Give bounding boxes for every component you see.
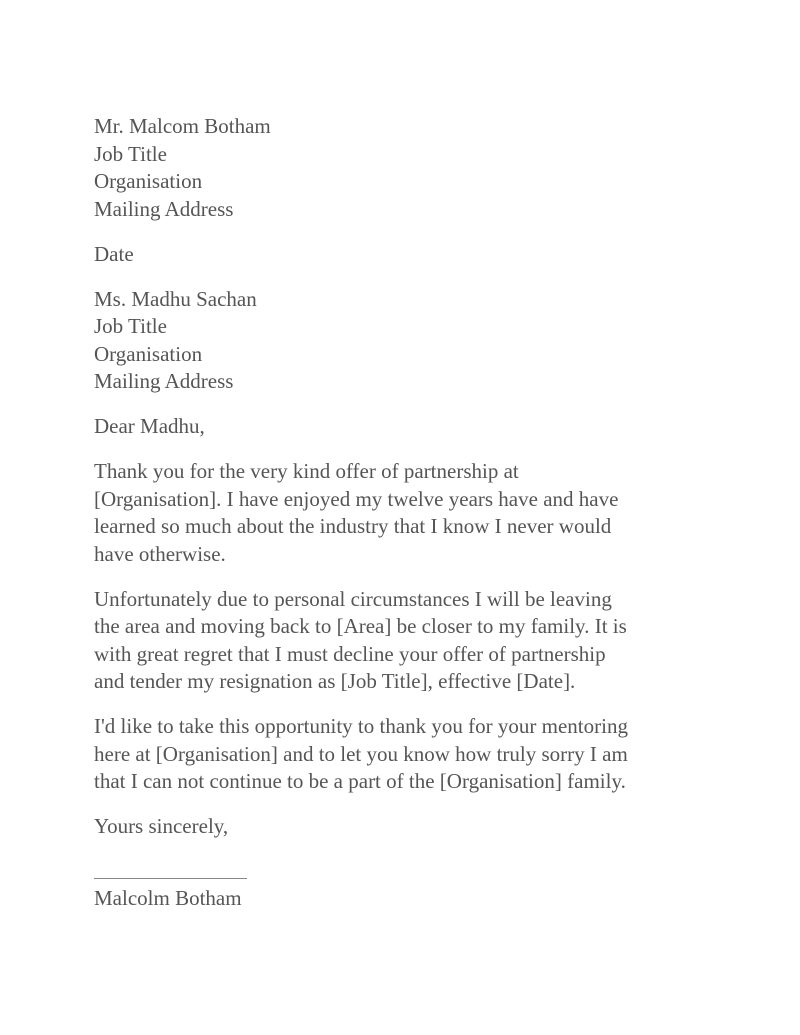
paragraph-line: here at [Organisation] and to let you know how truly sorry I am [94,741,628,766]
letter-date: Date [94,241,134,266]
body-paragraph-2 [94,586,754,696]
paragraph-line: [Organisation]. I have enjoyed my twelve years have and have [94,486,619,511]
closing-block [94,813,754,841]
paragraph-line: the area and moving back to [Area] be closer to my family. It is [94,614,627,638]
sender-block [94,113,754,223]
recipient-address: Mailing Address [94,369,234,393]
recipient-name: Ms. Madhu Sachan [94,286,257,311]
sender-organisation: Organisation [94,169,203,193]
recipient-job-title: Job Title [94,314,167,338]
paragraph-line: Thank you for the very kind offer of partnership at [94,459,519,483]
signature-block [94,858,754,913]
salutation [94,413,754,441]
sender-name: Mr. Malcom Botham [94,114,271,138]
signature-line [94,858,247,879]
paragraph-line: Unfortunately due to personal circumstances I will be leaving [94,586,612,611]
sender-job-title: Job Title [94,141,167,166]
paragraph-line: with great regret that I must decline your offer of partnership [94,641,606,666]
body-paragraph-3 [94,713,754,796]
paragraph-line: have otherwise. [94,541,226,566]
letter [94,113,754,913]
closing: Yours sincerely, [94,814,229,838]
paragraph-line: I'd like to take this opportunity to thank you for your mentoring [94,714,628,738]
paragraph-line: learned so much about the industry that I know I never would [94,514,612,538]
date-block [94,241,754,269]
sender-address: Mailing Address [94,196,234,221]
recipient-organisation: Organisation [94,341,203,366]
salutation-text: Dear Madhu, [94,414,205,438]
paragraph-line: and tender my resignation as [Job Title], effective [Date]. [94,669,576,693]
paragraph-line: that I can not continue to be a part of the [Organisation] family. [94,769,626,793]
body-paragraph-1 [94,458,754,568]
signature-name: Malcolm Botham [94,886,242,910]
recipient-block [94,286,754,396]
